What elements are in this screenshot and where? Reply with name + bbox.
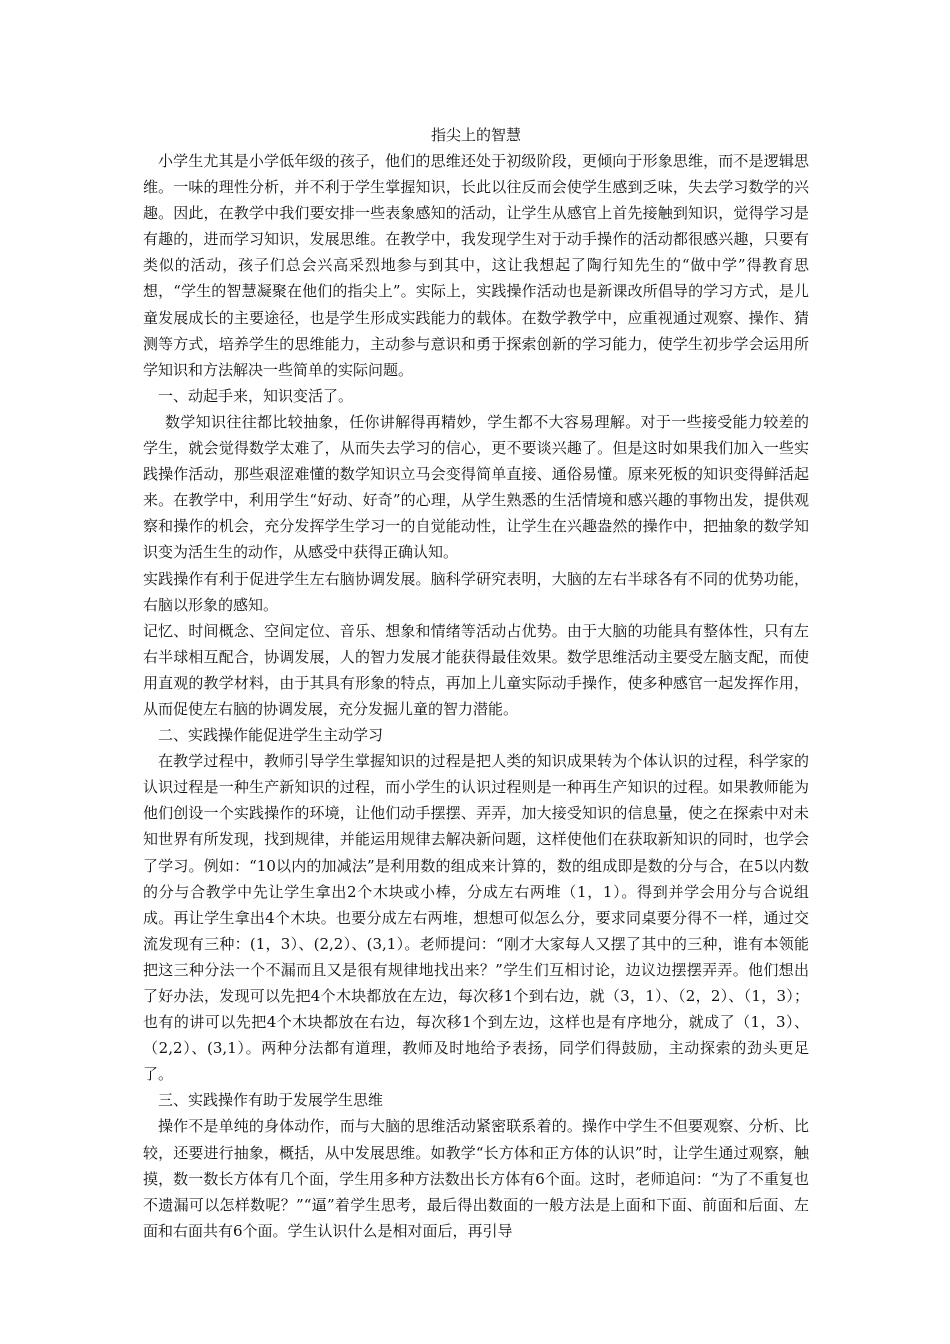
document-title: 指尖上的智慧 — [430, 126, 521, 144]
paragraph-section-2: 在教学过程中，教师引导学生掌握知识的过程是把人类的知识成果转为个体认识的过程，科学家的认识过程是一种生产新知识的过程，而小学生的认识过程则是一种再生产知识的过程。如果教师能为他们创设一个实践操作的环境，让他们动手摆摆、弄弄，加大接受知识的信息量，使之在探索中对未知世界有所发现，找到规律，并能运用规律去解决新问题，这样使他们在获取新知识的同时，也学会了学习。例如：“10以内的加减法”是利用数的组成来计算的，数的组成即是数的分与合，在5以内数的分与合教学中先让学生拿出2个木块或小棒，分成左右两堆（1，1）。得到并学会用分与合说组成。再让学生拿出4个木块。也要分成左右两堆，想想可似怎么分，要求同桌要分得不一样，通过交流发现有三种：(1，3）、(2,2）、(3,1）。老师提问：“刚才大家每人又摆了其中的三种，谁有本领能把这三种分法一个不漏而且又是很有规律地找出来？”学生们互相讨论，边议边摆摆弄弄。他们想出了好办法，发现可以先把4个木块都放在左边，每次移1个到右边，就（3，1）、（2，2）、（1，3）；也有的讲可以先把4个木块都放在右边，每次移1个到左边，这样也是有序地分，就成了（1，3）、（2,2）、(3,1）。两种分法都有道理，教师及时地给予表扬，同学们得鼓励，主动探索的劲头更足了。 — [143, 752, 809, 1084]
section-heading-2: 二、实践操作能促进学生主动学习 — [158, 726, 384, 745]
paragraph-brain-2: 记忆、时间概念、空间定位、音乐、想象和情绪等活动占优势。由于大脑的功能具有整体性，只有左右半球相互配合，协调发展，人的智力发展才能获得最佳效果。数学思维活动主要受左脑支配，而使用直观的教学材料，由于其具有形象的特点，再加上儿童实际动手操作，使多种感官一起发挥作用，从而促使左右脑的协调发展，充分发掘儿童的智力潜能。 — [143, 621, 809, 718]
paragraph-brain-1: 实践操作有利于促进学生左右脑协调发展。脑科学研究表明，大脑的左右半球各有不同的优势功能，右脑以形象的感知。 — [143, 569, 809, 614]
paragraph-intro: 小学生尤其是小学低年级的孩子，他们的思维还处于初级阶段，更倾向于形象思维，而不是逻辑思维。一味的理性分析，并不利于学生掌握知识，长此以往反而会使学生感到乏味，失去学习数学的兴趣。因此，在教学中我们要安排一些表象感知的活动，让学生从感官上首先接触到知识，觉得学习是有趣的，进而学习知识，发展思维。在教学中，我发现学生对于动手操作的活动都很感兴趣，只要有类似的活动，孩子们总会兴高采烈地参与到其中，这让我想起了陶行知先生的“做中学”得教育思想，“学生的智慧凝聚在他们的指尖上”。实际上，实践操作活动也是新课改所倡导的学习方式，是儿童发展成长的主要途径，也是学生形成实践能力的载体。在数学教学中，应重视通过观察、操作、猜测等方式，培养学生的思维能力，主动参与意识和勇于探索创新的学习能力，使学生初步学会运用所学知识和方法解决一些简单的实际问题。 — [143, 152, 809, 379]
document-page — [143, 122, 809, 1244]
section-heading-1: 一、动起手来，知识变活了。 — [158, 386, 354, 405]
paragraph-section-3: 操作不是单纯的身体动作，而与大脑的思维活动紧密联系着的。操作中学生不但要观察、分析、比较，还要进行抽象，概括，从中发展思维。如教学“长方体和正方体的认识”时，让学生通过观察，触摸，数一数长方体有几个面，学生用多种方法数出长方体有6个面。这时，老师追问：“为了不重复也不遗漏可以怎样数呢？”“逼”着学生思考，最后得出数面的一般方法是上面和下面、前面和后面、左面和右面共有6个面。学生认识什么是相对面后，再引导 — [143, 1117, 809, 1240]
section-heading-3: 三、实践操作有助于发展学生思维 — [158, 1091, 384, 1110]
paragraph-section-1: 数学知识往往都比较抽象，任你讲解得再精妙，学生都不大容易理解。对于一些接受能力较差的学生，就会觉得数学太难了，从而失去学习的信心，更不要谈兴趣了。但是这时如果我们加入一些实践操作活动，那些艰涩难懂的数学知识立马会变得简单直接、通俗易懂。原来死板的知识变得鲜活起来。在教学中，利用学生“好动、好奇”的心理，从学生熟悉的生活情境和感兴趣的事物出发，提供观察和操作的机会，充分发挥学生学习一的自觉能动性，让学生在兴趣盎然的操作中，把抽象的数学知识变为活生生的动作，从感受中获得正确认知。 — [143, 412, 809, 562]
